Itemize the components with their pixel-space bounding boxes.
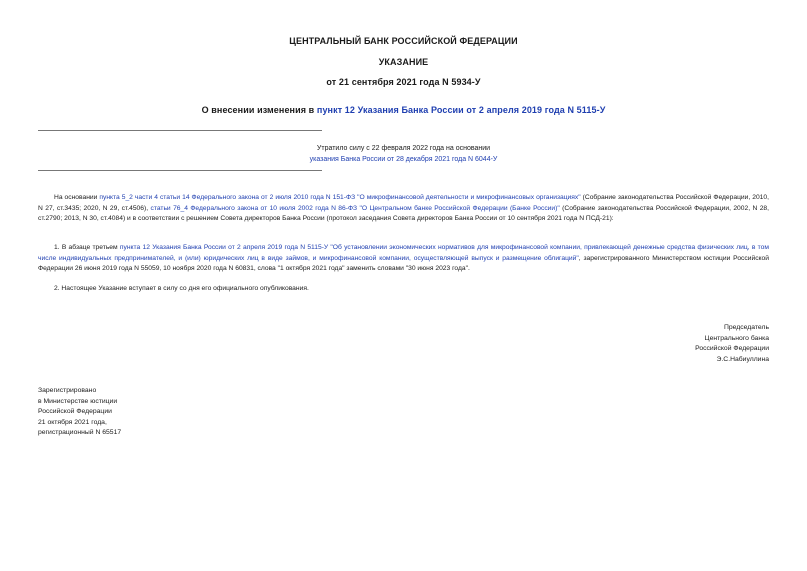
signature-line-3: Российской Федерации xyxy=(695,345,769,352)
preamble-paragraph xyxy=(38,193,769,225)
signature-block xyxy=(695,323,769,365)
registration-date: 21 октября 2021 года, xyxy=(38,418,107,426)
status-note xyxy=(0,143,807,165)
item-1-paragraph xyxy=(38,243,769,275)
item-1-link[interactable]: пункта 12 Указания Банка России от 2 апреля 2019 года N 5115-У "Об установлении экономических нормативов для микрофинансовой компании, привлекающей денежные средства физических лиц, в том числе индивидуальных предпринимателей, и (или) юридических лиц в виде займов, и микрофинансовой компании, осуществляющей выпуск и размещение облигаций" xyxy=(38,244,769,262)
signature-name: Э.С.Набиуллина xyxy=(716,355,769,363)
title-link[interactable]: пункт 12 Указания Банка России от 2 апреля 2019 года N 5115-У xyxy=(316,105,606,115)
registration-line-2: в Министерстве юстиции xyxy=(38,397,118,405)
item-1-text-2: , зарегистрированного Министерством юстиции Российской Федерации 26 июня 2019 года N 55059, 10 ноября 2020 года N 60831, слова "1 октября 2021 года" заменить словами "30 июня 2023 года". xyxy=(38,254,769,272)
item-2-paragraph: 2. Настоящее Указание вступает в силу со дня его официального опубликования. xyxy=(54,285,309,292)
registration-line-3: Российской Федерации xyxy=(38,408,112,415)
registration-line-1: Зарегистрировано xyxy=(38,387,97,394)
item-1-text-1: 1. В абзаце третьем xyxy=(54,244,120,251)
signature-line-2: Центрального банка xyxy=(704,334,769,342)
preamble-text-2: (Собрание законодательства Российской Федерации, 2010, N 27, ст.3435; 2020, N 29, ст.4506), xyxy=(38,194,769,212)
date-number-heading: от 21 сентября 2021 года N 5934-У xyxy=(326,77,481,87)
status-link[interactable]: указания Банка России от 28 декабря 2021 года N 6044-У xyxy=(309,156,498,163)
title-text: О внесении изменения в xyxy=(201,105,317,115)
preamble-text-1: На основании xyxy=(54,194,100,201)
preamble-link-2[interactable]: статьи 76_4 Федерального закона от 10 июля 2002 года N 86-ФЗ "О Центральном банке Российской Федерации (Банке России)" xyxy=(150,204,560,212)
preamble-text-3: (Собрание законодательства Российской Федерации, 2002, N 28, ст.2790; 2013, N 30, ст.4084) и в соответствии с решением Совета директоров Банка России (протокол заседания Совета директоров Банка России от 10 сентября 2021 года N ПСД-21): xyxy=(38,204,769,222)
registration-number: регистрационный N 65517 xyxy=(38,429,122,436)
signature-line-1: Председатель xyxy=(724,324,769,331)
status-text: Утратило силу с 22 февраля 2022 года на основании xyxy=(316,145,491,152)
registration-block xyxy=(38,386,121,439)
document-type-heading: УКАЗАНИЕ xyxy=(378,57,429,67)
divider-bottom xyxy=(38,170,322,171)
issuer-heading: ЦЕНТРАЛЬНЫЙ БАНК РОССИЙСКОЙ ФЕДЕРАЦИИ xyxy=(289,36,518,46)
divider-top xyxy=(38,130,322,131)
preamble-link-1[interactable]: пункта 5_2 части 4 статьи 14 Федерального закона от 2 июля 2010 года N 151-ФЗ "О микрофинансовой деятельности и микрофинансовых организациях" xyxy=(99,194,581,201)
document-title xyxy=(0,105,807,115)
